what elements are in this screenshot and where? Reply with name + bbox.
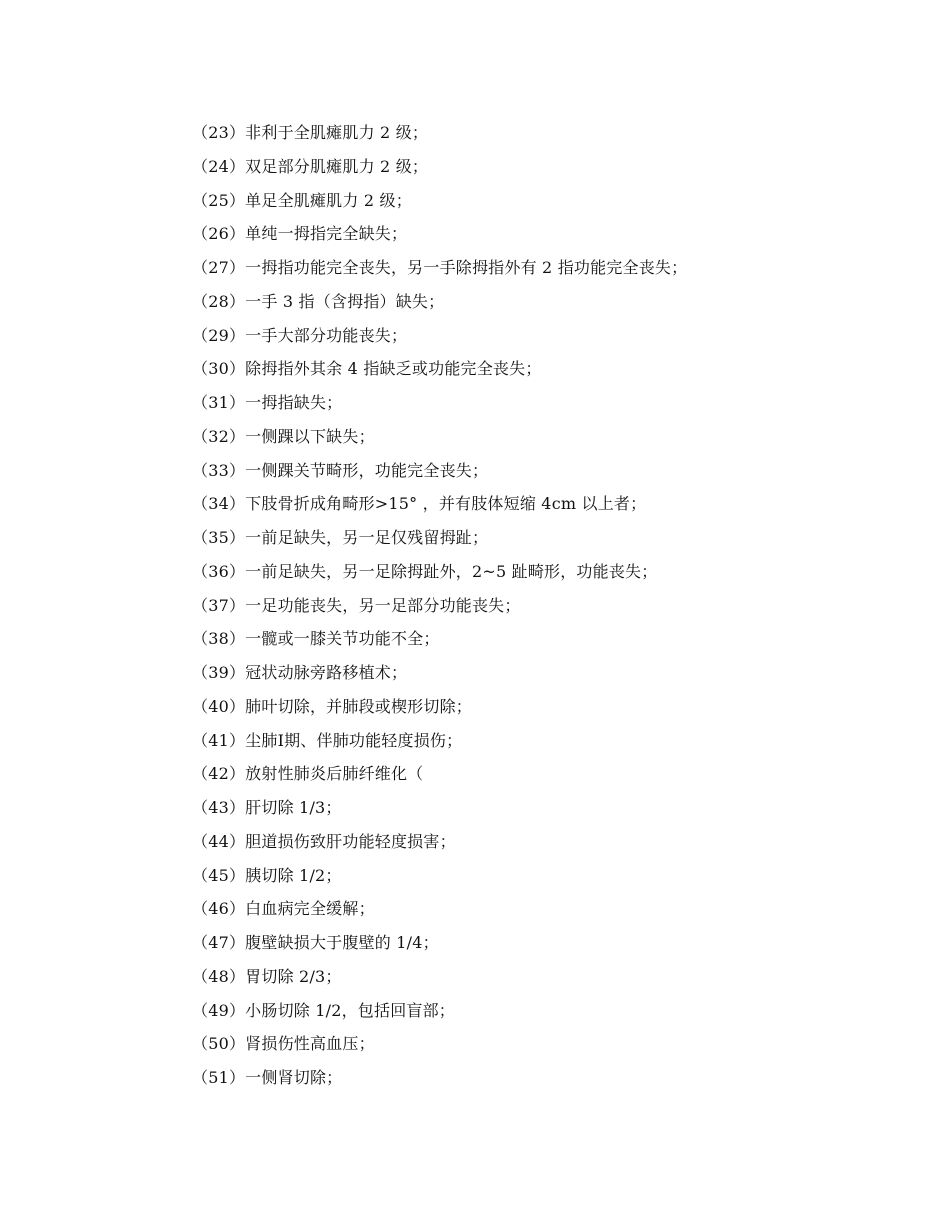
list-item	[192, 251, 892, 285]
item-text: 一前足缺失，另一足除拇趾外，2~5 趾畸形，功能丧失；	[245, 561, 658, 581]
item-text: 胃切除 2/3；	[245, 966, 342, 986]
item-text: 除拇指外其余 4 指缺乏或功能完全丧失；	[245, 359, 542, 379]
list-item	[192, 420, 892, 454]
list-item	[192, 960, 892, 994]
item-number: （23）	[192, 123, 246, 142]
list-item	[192, 217, 892, 251]
item-number: （34）	[192, 494, 246, 514]
item-text: 肾损伤性高血压；	[245, 1034, 375, 1054]
item-number: （28）	[192, 291, 246, 311]
item-number: （37）	[192, 595, 246, 615]
list-item	[192, 724, 892, 758]
list-item	[192, 791, 892, 825]
item-number: （43）	[192, 798, 246, 817]
item-number: （30）	[192, 359, 246, 379]
list-item	[192, 1027, 892, 1061]
item-number: （50）	[192, 1034, 246, 1054]
item-number: （25）	[192, 190, 246, 210]
item-text: 一足功能丧失，另一足部分功能丧失；	[245, 595, 521, 615]
list-item	[192, 487, 892, 521]
item-text: 一侧踝以下缺失；	[245, 426, 375, 446]
disability-item-list	[192, 116, 892, 1095]
list-item	[192, 757, 892, 791]
item-text: 一髋或一膝关节功能不全；	[245, 629, 440, 649]
item-number: （42）	[192, 764, 246, 784]
item-number: （51）	[192, 1068, 246, 1087]
item-text: 小肠切除 1/2，包括回盲部；	[245, 1000, 456, 1020]
item-number: （29）	[192, 325, 246, 345]
item-text: 腹壁缺损大于腹壁的 1/4；	[245, 933, 439, 952]
item-number: （41）	[192, 730, 246, 750]
list-item	[192, 352, 892, 386]
item-number: （26）	[192, 224, 246, 244]
item-text: 非利于全肌瘫肌力 2 级；	[245, 123, 429, 142]
item-number: （32）	[192, 426, 246, 446]
list-item	[192, 184, 892, 218]
item-text: 胰切除 1/2；	[245, 865, 342, 885]
item-text: 双足部分肌瘫肌力 2 级；	[245, 156, 429, 176]
list-item	[192, 386, 892, 420]
item-number: （47）	[192, 933, 246, 952]
item-number: （36）	[192, 561, 246, 581]
item-number: （49）	[192, 1000, 246, 1020]
list-item	[192, 116, 892, 150]
list-item	[192, 994, 892, 1028]
list-item	[192, 555, 892, 589]
item-text: 尘肺Ⅰ期、伴肺功能轻度损伤；	[245, 730, 463, 750]
item-text: 一拇指缺失；	[245, 393, 343, 412]
list-item	[192, 622, 892, 656]
item-number: （38）	[192, 629, 246, 649]
list-item	[192, 926, 892, 960]
item-text: 一侧踝关节畸形，功能完全丧失；	[245, 460, 489, 480]
item-number: （24）	[192, 156, 246, 176]
item-number: （40）	[192, 696, 246, 716]
list-item	[192, 825, 892, 859]
item-number: （31）	[192, 393, 246, 412]
item-number: （27）	[192, 258, 246, 277]
list-item	[192, 892, 892, 926]
item-text: 单足全肌瘫肌力 2 级；	[245, 190, 412, 210]
item-text: 肝切除 1/3；	[245, 798, 342, 817]
item-number: （39）	[192, 663, 246, 682]
item-text: 一前足缺失，另一足仅残留拇趾；	[245, 528, 489, 547]
item-text: 一手 3 指（含拇指）缺失；	[245, 291, 445, 311]
list-item	[192, 521, 892, 555]
item-text: 白血病完全缓解；	[245, 899, 375, 919]
list-item	[192, 656, 892, 690]
item-text: 肺叶切除，并肺段或楔形切除；	[245, 696, 472, 716]
item-text: 一侧肾切除；	[245, 1068, 343, 1087]
item-number: （45）	[192, 865, 246, 885]
list-item	[192, 319, 892, 353]
list-item	[192, 285, 892, 319]
item-text: 一拇指功能完全丧失，另一手除拇指外有 2 指功能完全丧失；	[245, 258, 688, 277]
item-number: （44）	[192, 831, 246, 851]
list-item	[192, 589, 892, 623]
item-number: （35）	[192, 528, 246, 547]
item-text: 一手大部分功能丧失；	[245, 325, 408, 345]
list-item	[192, 150, 892, 184]
item-text: 冠状动脉旁路移植术；	[245, 663, 408, 682]
item-number: （33）	[192, 460, 246, 480]
item-text: 下肢骨折成角畸形>15° ，并有肢体短缩 4cm 以上者；	[245, 494, 647, 514]
list-item	[192, 454, 892, 488]
item-number: （48）	[192, 966, 246, 986]
item-text: 放射性肺炎后肺纤维化（	[245, 764, 424, 784]
list-item	[192, 1061, 892, 1095]
list-item	[192, 859, 892, 893]
item-text: 单纯一拇指完全缺失；	[245, 224, 408, 244]
item-number: （46）	[192, 899, 246, 919]
item-text: 胆道损伤致肝功能轻度损害；	[245, 831, 456, 851]
list-item	[192, 690, 892, 724]
